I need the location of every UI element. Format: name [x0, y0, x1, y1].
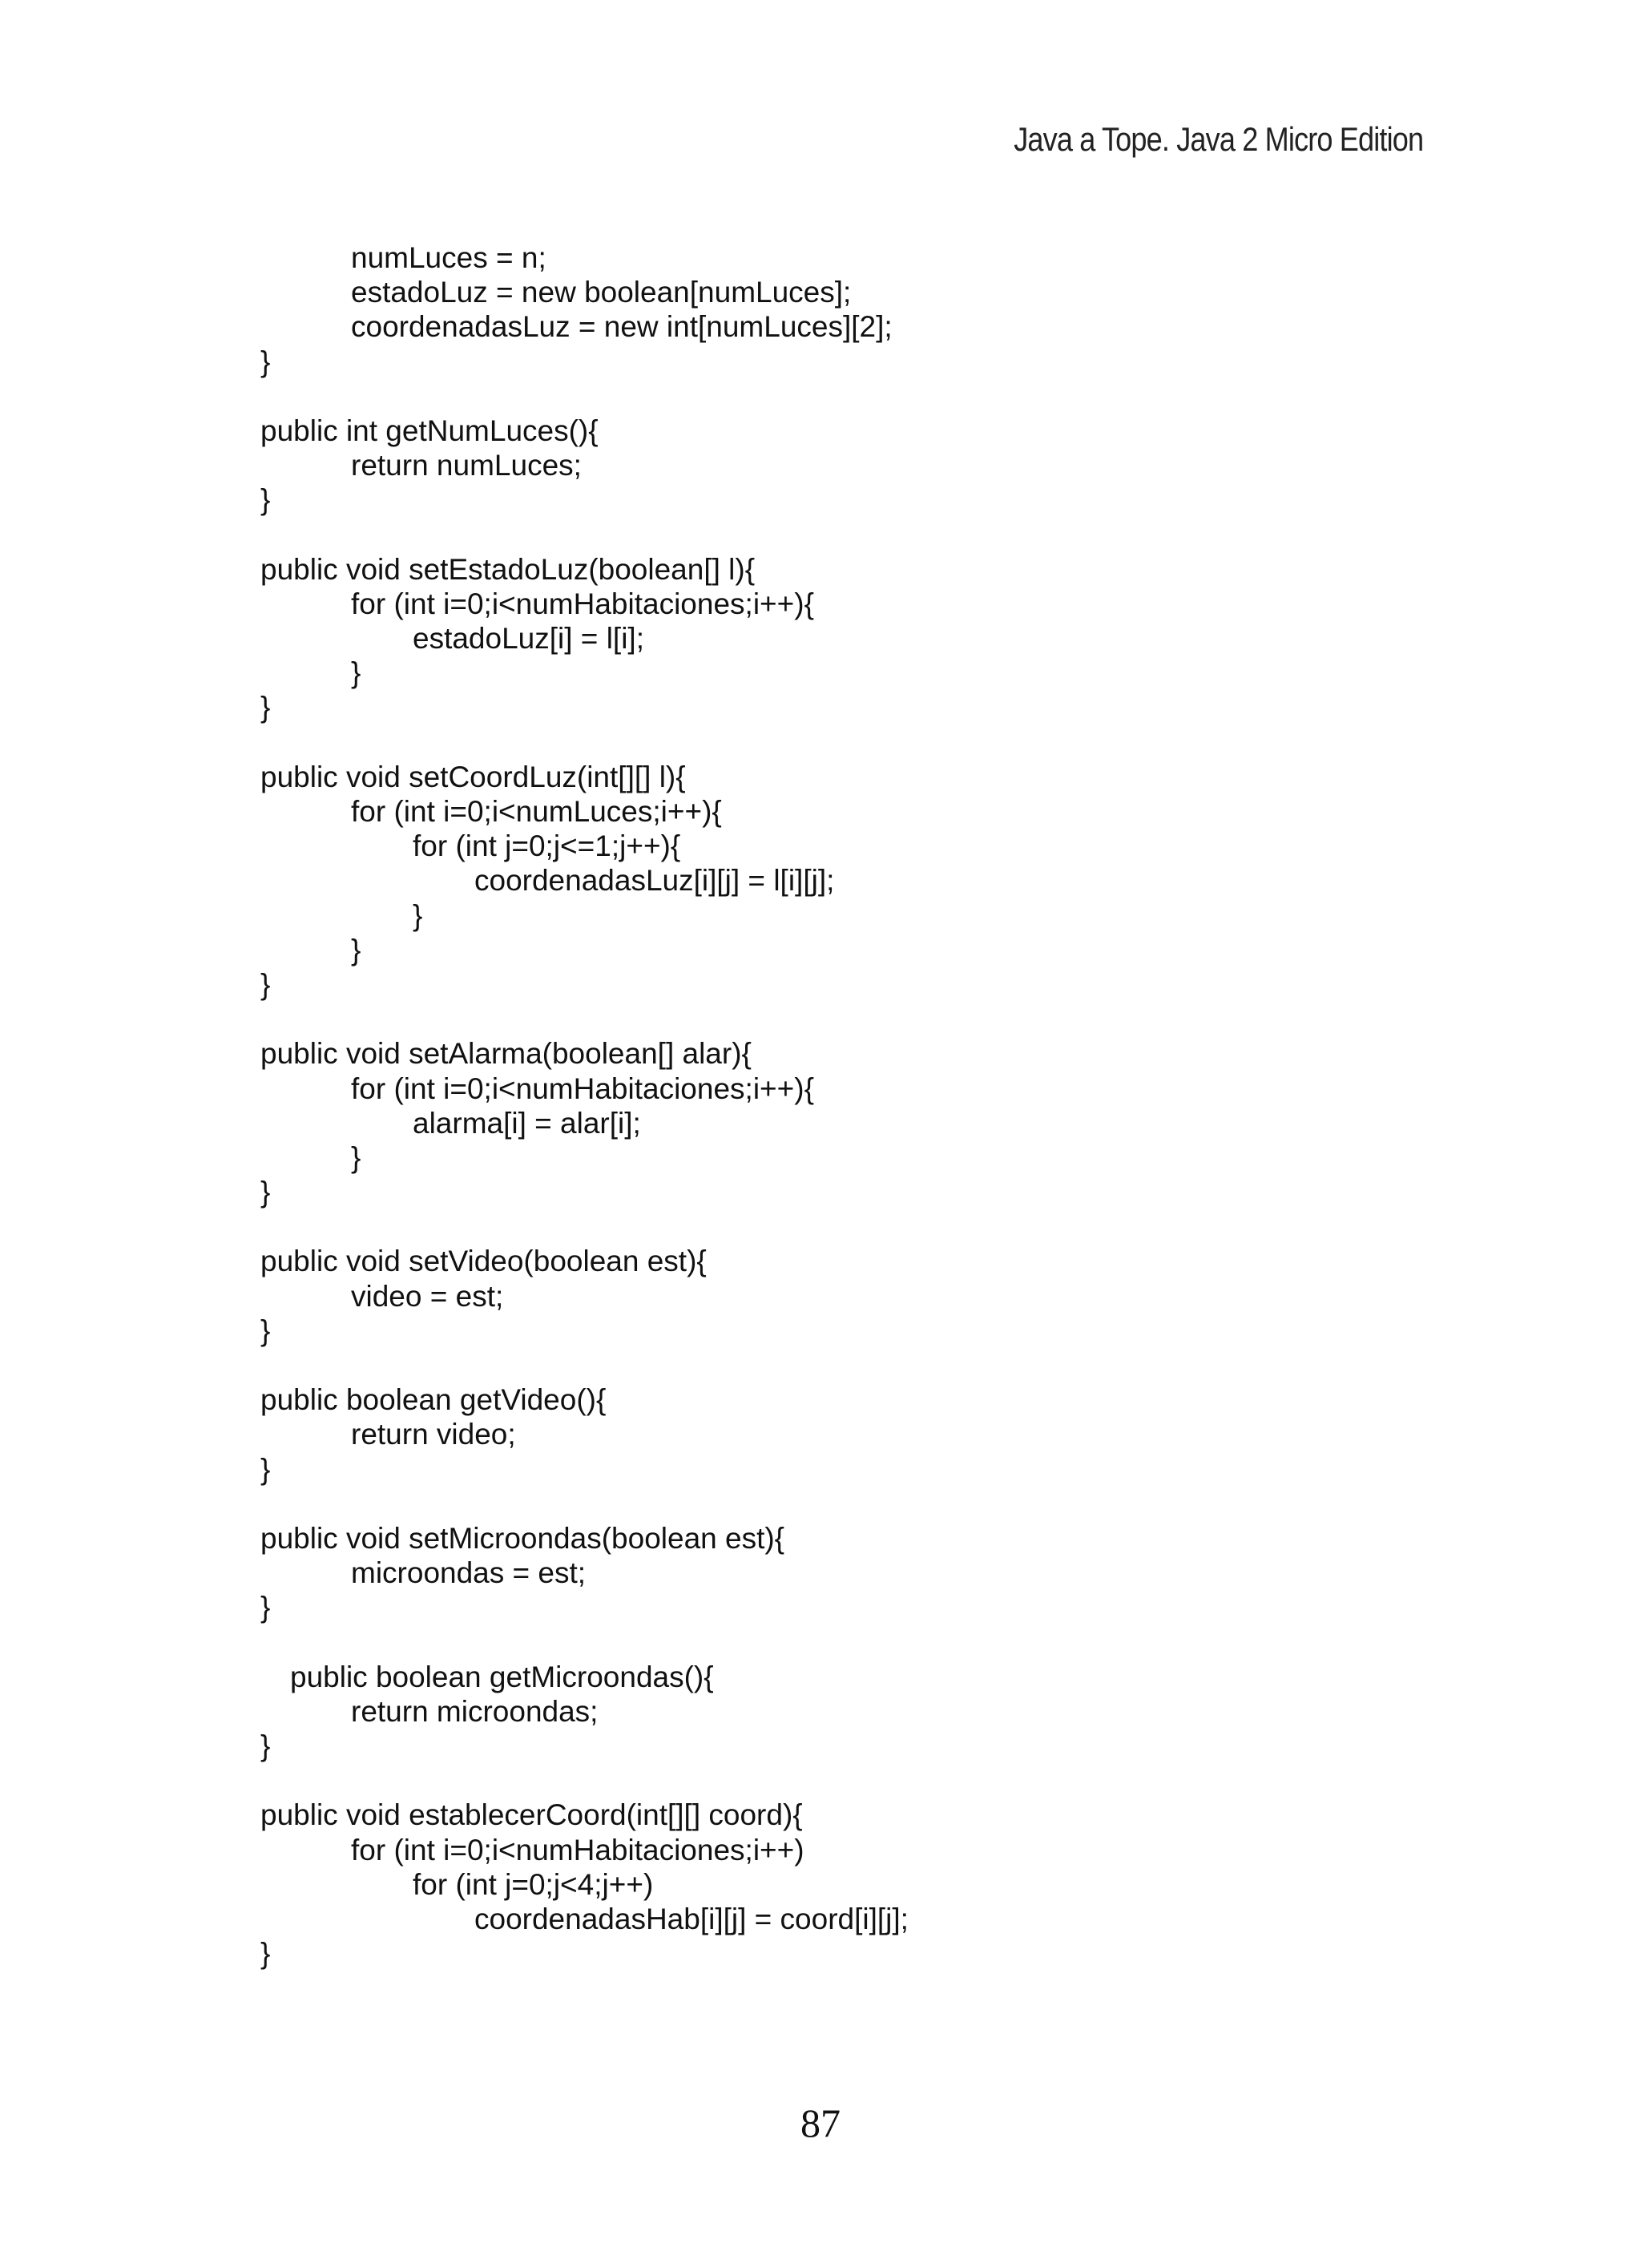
code-line: public void setMicroondas(boolean est){: [260, 1521, 785, 1555]
code-line: microondas = est;: [351, 1556, 587, 1590]
code-line: for (int j=0;j<=1;j++){: [413, 829, 681, 863]
code-line: for (int i=0;i<numLuces;i++){: [351, 795, 722, 828]
code-listing: [260, 240, 1462, 1971]
code-line: coordenadasLuz[i][j] = l[i][j];: [474, 864, 835, 898]
code-line: estadoLuz[i] = l[i];: [413, 622, 644, 656]
running-header: Java a Tope. Java 2 Micro Edition: [1013, 120, 1423, 158]
code-line: public void setAlarma(boolean[] alar){: [260, 1037, 752, 1071]
code-line: alarma[i] = alar[i];: [413, 1106, 641, 1140]
code-line: [260, 1625, 1462, 1660]
code-line: }: [351, 933, 361, 967]
code-line: }: [260, 483, 271, 517]
code-line: }: [351, 656, 361, 690]
code-line: estadoLuz = new boolean[numLuces];: [351, 276, 852, 309]
code-line: }: [260, 967, 271, 1001]
code-line: for (int i=0;i<numHabitaciones;i++): [351, 1833, 804, 1866]
code-line: numLuces = n;: [351, 241, 546, 274]
code-line: for (int i=0;i<numHabitaciones;i++){: [351, 587, 814, 620]
code-line: public void setCoordLuz(int[][] l){: [260, 760, 686, 793]
code-line: }: [260, 1452, 271, 1486]
code-line: }: [260, 1729, 271, 1763]
code-line: return video;: [351, 1418, 516, 1451]
code-line: [260, 725, 1462, 760]
code-line: [260, 1348, 1462, 1382]
code-line: return numLuces;: [351, 449, 582, 482]
code-line: [260, 379, 1462, 414]
code-line: [260, 1763, 1462, 1798]
code-line: for (int j=0;j<4;j++): [413, 1867, 654, 1901]
code-line: }: [260, 691, 271, 724]
code-line: }: [351, 1140, 361, 1174]
code-line: video = est;: [351, 1279, 504, 1313]
code-line: public boolean getMicroondas(){: [290, 1660, 714, 1693]
code-line: }: [260, 345, 271, 378]
code-line: }: [260, 1937, 271, 1971]
code-line: coordenadasHab[i][j] = coord[i][j];: [474, 1903, 909, 1935]
code-line: }: [260, 1314, 271, 1347]
code-line: [260, 518, 1462, 552]
code-line: public void establecerCoord(int[][] coord){: [260, 1798, 803, 1832]
code-line: }: [260, 1176, 271, 1209]
code-line: public boolean getVideo(){: [260, 1383, 607, 1417]
code-line: }: [413, 898, 423, 932]
code-line: return microondas;: [351, 1694, 599, 1728]
code-line: [260, 1487, 1462, 1521]
code-line: public int getNumLuces(){: [260, 414, 599, 447]
code-line: coordenadasLuz = new int[numLuces][2];: [351, 310, 893, 344]
code-line: for (int i=0;i<numHabitaciones;i++){: [351, 1071, 814, 1105]
code-line: public void setVideo(boolean est){: [260, 1245, 707, 1278]
code-line: [260, 1002, 1462, 1036]
code-line: public void setEstadoLuz(boolean[] l){: [260, 552, 756, 586]
page-number: 87: [800, 2101, 841, 2145]
code-line: [260, 1209, 1462, 1244]
code-line: }: [260, 1591, 271, 1624]
